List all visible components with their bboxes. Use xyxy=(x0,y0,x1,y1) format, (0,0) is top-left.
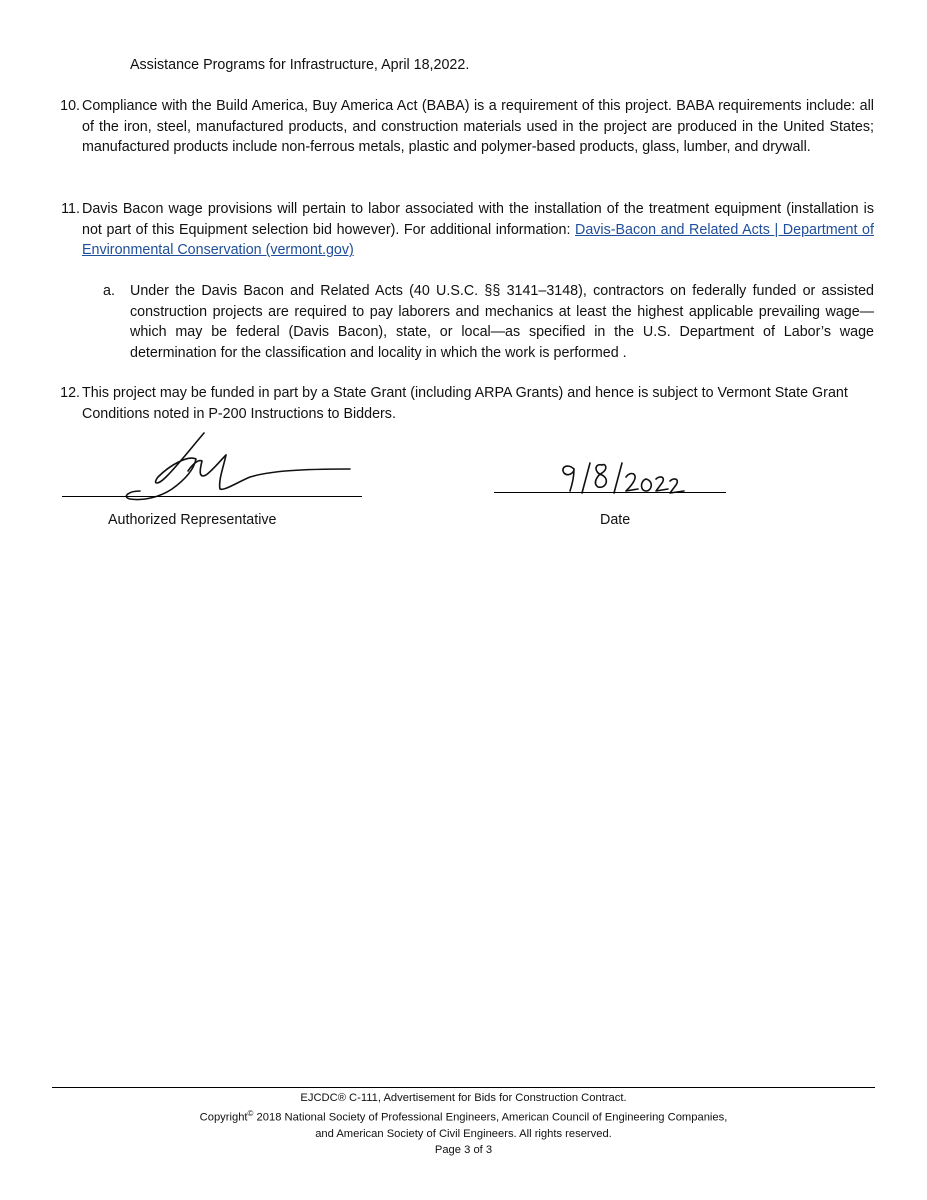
subitem-label: a. xyxy=(103,283,115,299)
handwritten-date-image xyxy=(550,455,690,500)
signature-image xyxy=(100,425,370,505)
item-number: 11. xyxy=(61,201,80,217)
date-signature-line xyxy=(494,492,726,493)
page-footer xyxy=(52,1090,875,1159)
item-number: 12. xyxy=(60,385,80,401)
item-text: This project may be funded in part by a State Grant (including ARPA Grants) and hence is subject to Vermont State Grant Conditions noted in P-200 Instructions to Bidders. xyxy=(82,385,848,422)
footer-line-2 xyxy=(52,1106,875,1126)
continuation-text: Assistance Programs for Infrastructure, April 18,2022. xyxy=(130,57,470,73)
subitem-text: Under the Davis Bacon and Related Acts (40 U.S.C. §§ 3141–3148), contractors on federally funded or assisted construction projects are required to pay laborers and mechanics at least the highest applicable prevailing wage—which may be federal (Davis Bacon), state, or local—as specified in the U.S. Department of Labor’s wage determination for the classification and locality in which the work is performed . xyxy=(130,283,874,361)
representative-signature-line xyxy=(62,496,362,497)
footer-divider xyxy=(52,1087,875,1088)
item-text-body: Davis Bacon wage provisions will pertain to labor associated with the installation of the treatment equipment (installation is not part of this Equipment selection bid however). For additional information: xyxy=(82,201,874,238)
copyright-word: Copyright xyxy=(199,1111,248,1124)
date-label: Date xyxy=(600,512,631,528)
copyright-holders: 2018 National Society of Professional Engineers, American Council of Engineering Companies, xyxy=(253,1111,728,1124)
copyright-icon: © xyxy=(247,1109,254,1119)
item-number: 10. xyxy=(60,98,80,114)
footer-line-3: and American Society of Civil Engineers. All rights reserved. xyxy=(315,1128,612,1141)
authorized-representative-label: Authorized Representative xyxy=(108,512,277,528)
footer-line-1: EJCDC® C-111, Advertisement for Bids for Construction Contract. xyxy=(300,1092,627,1104)
item-text xyxy=(82,199,874,261)
davis-bacon-link[interactable]: Davis-Bacon and Related Acts | Department of Environmental Conservation (vermont.gov) xyxy=(82,221,874,259)
page-number: Page 3 of 3 xyxy=(434,1144,493,1157)
item-text: Compliance with the Build America, Buy America Act (BABA) is a requirement of this project. BABA requirements include: all of the iron, steel, manufactured products, and construction materials used in the project are produced in the United States; manufactured products include non-ferrous metals, plastic and polymer-based products, glass, lumber, and drywall. xyxy=(82,98,874,156)
